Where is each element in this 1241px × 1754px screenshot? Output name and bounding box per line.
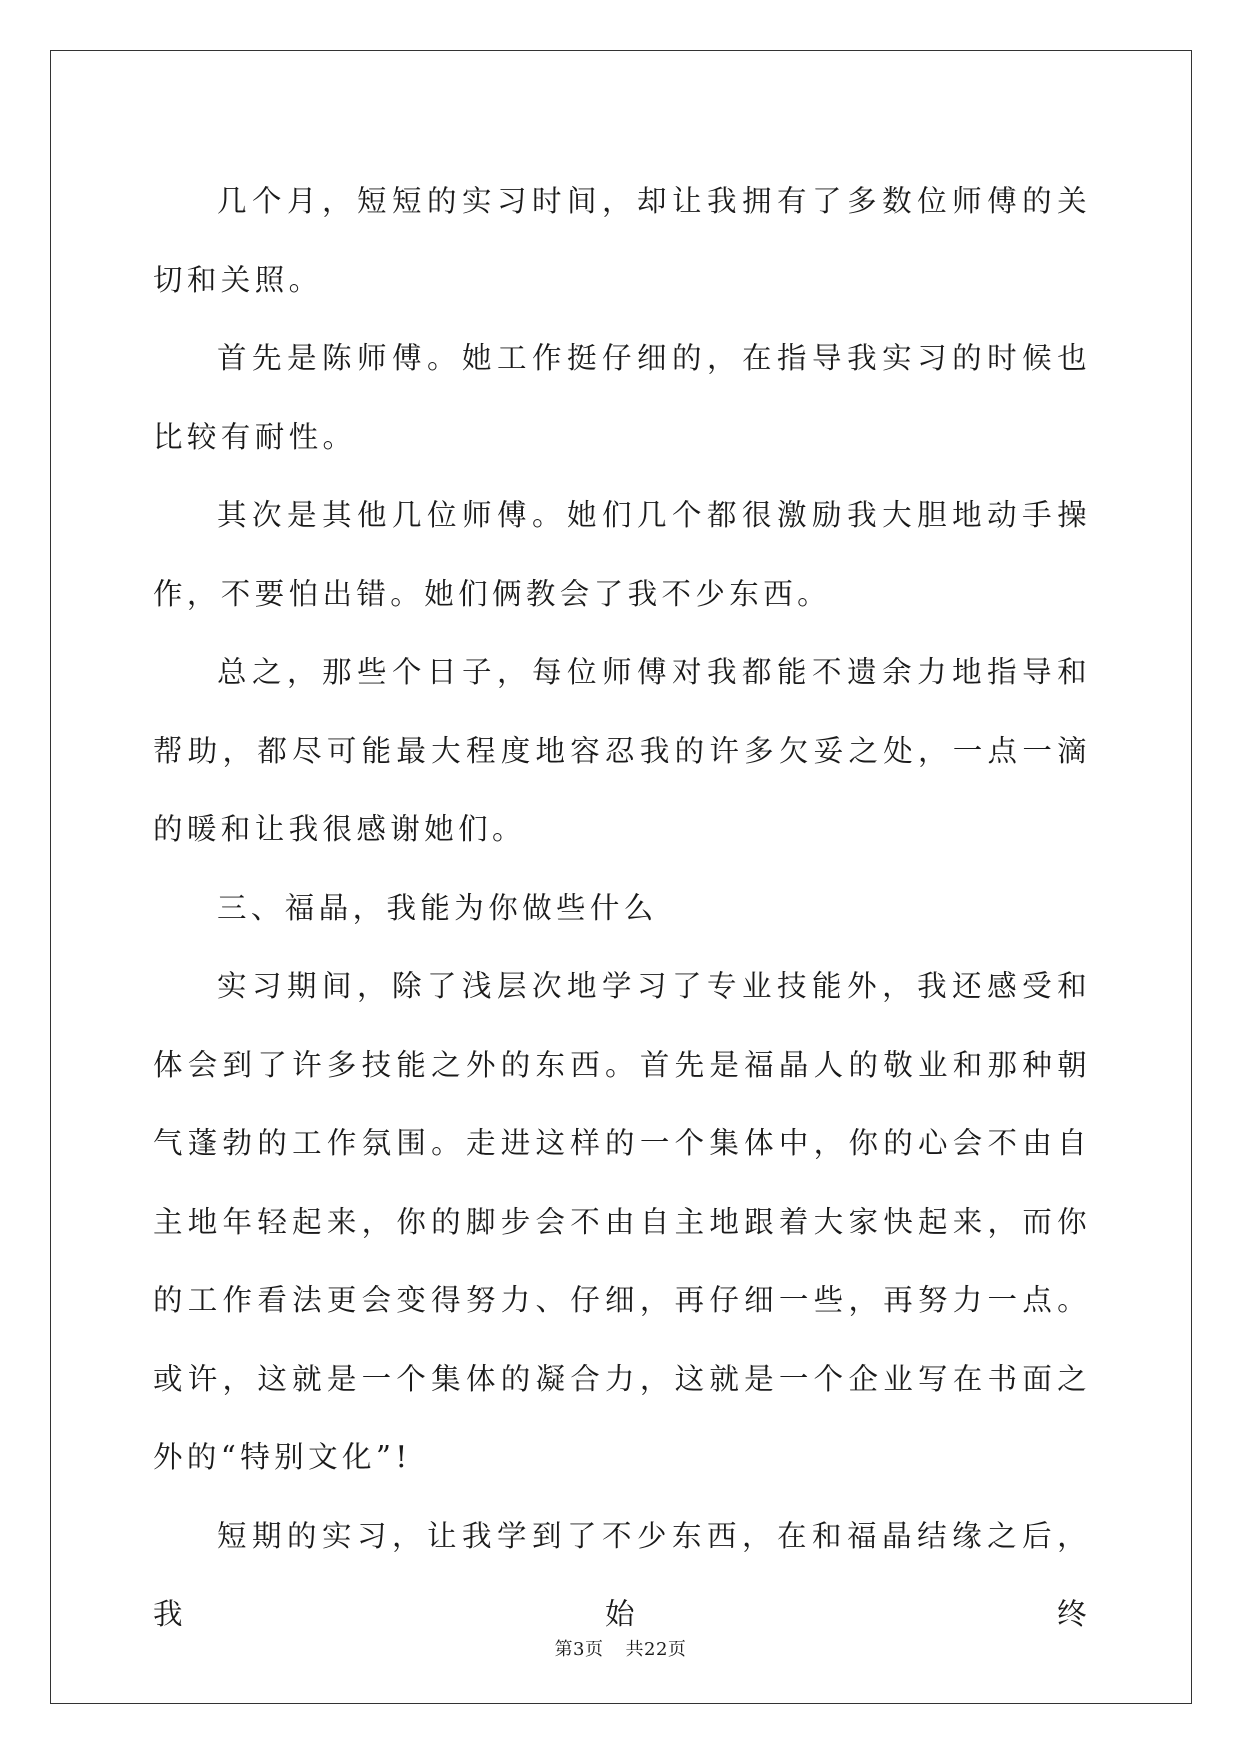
page-total: 共22页 bbox=[625, 1639, 687, 1660]
page-number: 第3页 bbox=[554, 1639, 604, 1660]
document-body bbox=[153, 162, 1091, 1654]
paragraph: 几个月，短短的实习时间，却让我拥有了多数位师傅的关切和关照。 bbox=[153, 184, 1091, 297]
paragraph: 其次是其他几位师傅。她们几个都很激励我大胆地动手操作，不要怕出错。她们俩教会了我不少东西。 bbox=[153, 498, 1091, 611]
page-footer bbox=[0, 1638, 1241, 1662]
paragraph: 实习期间，除了浅层次地学习了专业技能外，我还感受和体会到了许多技能之外的东西。首先是福晶人的敬业和那种朝气蓬勃的工作氛围。走进这样的一个集体中，你的心会不由自主地年轻起来，你的脚步会不由自主地跟着大家快起来，而你的工作看法更会变得努力、仔细，再仔细一些，再努力一点。或许，这就是一个集体的凝合力，这就是一个企业写在书面之外的“特别文化”! bbox=[153, 969, 1091, 1474]
paragraph: 首先是陈师傅。她工作挺仔细的，在指导我实习的时候也比较有耐性。 bbox=[153, 341, 1091, 454]
paragraph: 总之，那些个日子，每位师傅对我都能不遗余力地指导和帮助，都尽可能最大程度地容忍我的许多欠妥之处，一点一滴的暖和让我很感谢她们。 bbox=[153, 655, 1091, 846]
paragraph: 短期的实习，让我学到了不少东西，在和福晶结缘之后，我始终 bbox=[153, 1518, 1091, 1631]
section-heading: 三、福晶，我能为你做些什么 bbox=[217, 890, 658, 925]
